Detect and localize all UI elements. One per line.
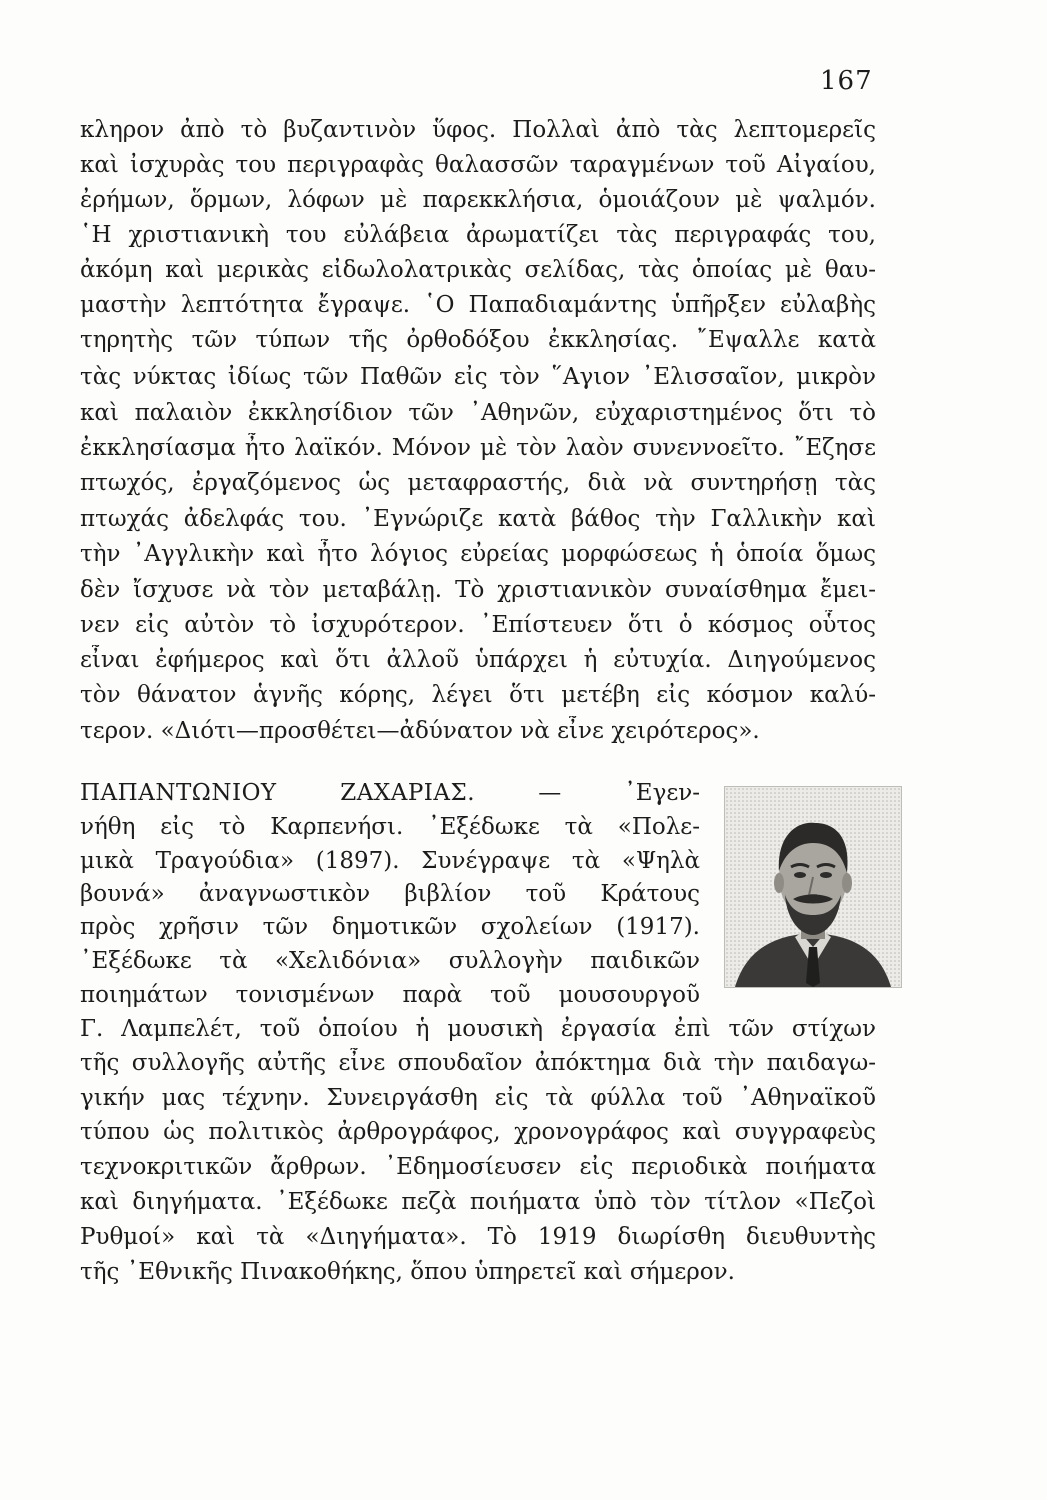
text-line: καὶ διηγήματα. ᾿Εξέδωκε πεζὰ ποιήματα ὑπὸ τὸν τίτλον «Πεζοὶ (80, 1189, 876, 1215)
text-line: πρὸς χρῆσιν τῶν δημοτικῶν σχολείων (1917). (80, 914, 700, 940)
text-line: τὴν ᾿Αγγλικὴν καὶ ἦτο λόγιος εὐρείας μορφώσεως ἡ ὁποία ὅμως (80, 541, 876, 567)
text-line: ἐρήμων, ὅρμων, λόφων μὲ παρεκκλήσια, ὁμοιάζουν μὲ ψαλμόν. (80, 187, 876, 213)
text-line: τύπου ὡς πολιτικὸς ἀρθρογράφος, χρονογράφος καὶ συγγραφεὺς (80, 1119, 876, 1145)
text-line: τεχνοκριτικῶν ἄρθρων. ᾿Εδημοσίευσεν εἰς περιοδικὰ ποιήματα (80, 1154, 876, 1180)
entry-heading-rest: — ᾿Εγεν- (538, 780, 700, 806)
text-line: μικὰ Τραγούδια» (1897). Συνέγραψε τὰ «Ψηλὰ (80, 848, 700, 874)
entry-heading-line (80, 778, 700, 808)
text-line: εἶναι ἐφήμερος καὶ ὅτι ἀλλοῦ ὑπάρχει ἡ εὐτυχία. Διηγούμενος (80, 647, 876, 673)
text-line: Ρυθμοί» καὶ τὰ «Διηγήματα». Τὸ 1919 διωρίσθη διευθυντὴς (80, 1224, 876, 1250)
text-line: τηρητὴς τῶν τύπων τῆς ὀρθοδόξου ἐκκλησίας. ῎Εψαλλε κατὰ (80, 327, 876, 353)
text-line: πτωχός, ἐργαζόμενος ὡς μεταφραστής, διὰ νὰ συντηρήσῃ τὰς (80, 470, 876, 496)
text-line: ποιημάτων τονισμένων παρὰ τοῦ μουσουργοῦ (80, 982, 700, 1008)
text-line: ἀκόμη καὶ μερικὰς εἰδωλολατρικὰς σελίδας, τὰς ὁποίας μὲ θαυ- (80, 257, 876, 283)
text-line: τὰς νύκτας ἰδίως τῶν Παθῶν εἰς τὸν ῞Αγιον ᾿Ελισσαῖον, μικρὸν (80, 364, 876, 390)
text-line: πτωχάς ἀδελφάς του. ᾿Εγνώριζε κατὰ βάθος τὴν Γαλλικὴν καὶ (80, 506, 876, 532)
text-line: καὶ παλαιὸν ἐκκλησίδιον τῶν ᾿Αθηνῶν, εὐχαριστημένος ὅτι τὸ (80, 400, 876, 426)
text-line: βουνά» ἀναγνωστικὸν βιβλίον τοῦ Κράτους (80, 881, 700, 907)
text-line: νήθη εἰς τὸ Καρπενήσι. ᾿Εξέδωκε τὰ «Πολε- (80, 814, 700, 840)
text-line: Γ. Λαμπελέτ, τοῦ ὁποίου ἡ μουσικὴ ἐργασία ἐπὶ τῶν στίχων (80, 1016, 876, 1042)
portrait-photo (724, 786, 902, 988)
text-line: νεν εἰς αὐτὸν τὸ ἰσχυρότερον. ᾿Επίστευεν ὅτι ὁ κόσμος οὗτος (80, 612, 876, 638)
text-line: ἐκκλησίασμα ἦτο λαϊκόν. Μόνον μὲ τὸν λαὸν συνεννοεῖτο. ῎Εζησε (80, 435, 876, 461)
text-line: δὲν ἴσχυσε νὰ τὸν μεταβάλῃ. Τὸ χριστιανικὸν συναίσθημα ἔμει- (80, 577, 876, 603)
text-line: κληρον ἀπὸ τὸ βυζαντινὸν ὕφος. Πολλαὶ ἀπὸ τὰς λεπτομερεῖς (80, 117, 876, 143)
text-line: τῆς ᾿Εθνικῆς Πινακοθήκης, ὅπου ὑπηρετεῖ καὶ σήμερον. (80, 1259, 735, 1285)
text-line: γικήν μας τέχνην. Συνειργάσθη εἰς τὰ φύλλα τοῦ ᾿Αθηναϊκοῦ (80, 1085, 876, 1111)
text-line: καὶ ἰσχυρὰς του περιγραφὰς θαλασσῶν ταραγμένων τοῦ Αἰγαίου, (80, 152, 876, 178)
text-line: μαστὴν λεπτότητα ἔγραψε. ῾Ο Παπαδιαμάντης ὑπῆρξεν εὐλαβὴς (80, 292, 876, 318)
text-line: τῆς συλλογῆς αὐτῆς εἶνε σπουδαῖον ἀπόκτημα διὰ τὴν παιδαγω- (80, 1050, 876, 1076)
text-line: ᾿Εξέδωκε τὰ «Χελιδόνια» συλλογὴν παιδικῶν (80, 948, 700, 974)
entry-heading: ΠΑΠΑΝΤΩΝΙΟΥ ΖΑΧΑΡΙΑΣ. (80, 780, 476, 806)
text-line: τερον. «Διότι—προσθέτει—ἀδύνατον νὰ εἶνε χειρότερος». (80, 718, 760, 744)
text-line: τὸν θάνατον ἁγνῆς κόρης, λέγει ὅτι μετέβη εἰς κόσμον καλύ- (80, 682, 876, 708)
page-number: 167 (820, 66, 873, 96)
text-line: ῾Η χριστιανικὴ του εὐλάβεια ἀρωματίζει τὰς περιγραφάς του, (80, 222, 876, 248)
